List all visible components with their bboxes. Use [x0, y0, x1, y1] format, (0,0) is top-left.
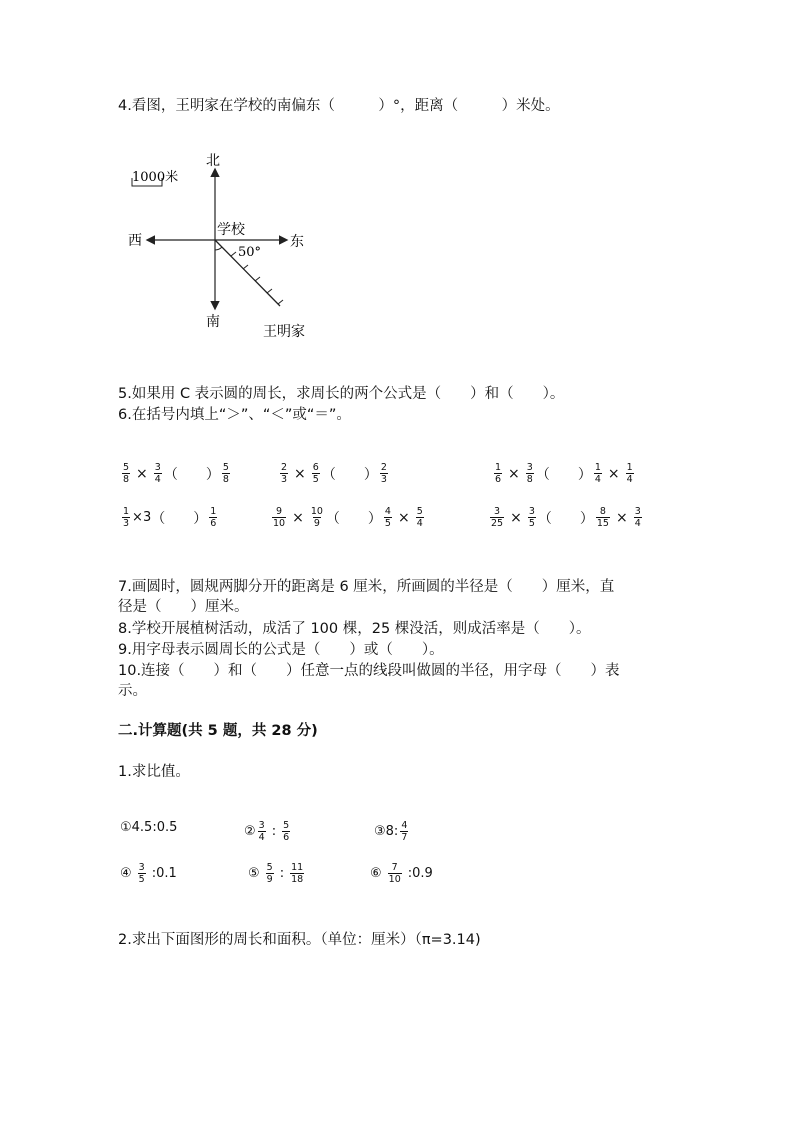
school-label: 学校: [217, 222, 245, 238]
answer-blank[interactable]: （ ）: [163, 466, 220, 483]
ratio-item-3: ③8: $\frac{4}{7}$: [374, 820, 408, 843]
question-10-line-2: 示。: [118, 683, 147, 699]
south-label: 南: [206, 314, 220, 330]
direction-figure: [120, 148, 330, 348]
ratio-item-6: ⑥ $\frac{7}{10}$ :0.9: [370, 862, 433, 885]
section-title: 二.计算题(共 5 题，共 28 分): [118, 723, 318, 739]
ratio-item-2: ② $\frac{3}{4}$ : $\frac{5}{6}$: [244, 820, 290, 843]
north-label: 北: [206, 153, 220, 169]
west-label: 西: [128, 233, 142, 249]
calc-2-title: 2.求出下面图形的周长和面积。（单位：厘米）（π=3.14): [118, 932, 481, 948]
ratio-item-1: ①4.5:0.5: [120, 820, 178, 835]
home-label: 王明家: [263, 324, 305, 340]
angle-label: 50°: [238, 245, 262, 260]
question-7-line-1: 7.画圆时，圆规两脚分开的距离是 6 厘米，所画圆的半径是（ ）厘米，直: [118, 579, 615, 595]
ratio-item-4: ④ $\frac{3}{5}$ :0.1: [120, 862, 177, 885]
question-8: 8.学校开展植树活动，成活了 100 棵，25 棵没活，则成活率是（ ）。: [118, 621, 591, 637]
question-5: 5.如果用 C 表示圆的周长，求周长的两个公式是（ ）和（ ）。: [118, 386, 565, 402]
question-6: 6.在括号内填上“＞”、“＜”或“＝”。: [118, 407, 351, 423]
question-9: 9.用字母表示圆周长的公式是（ ）或（ ）。: [118, 642, 444, 658]
question-4: 4.看图，王明家在学校的南偏东（ ）°，距离（ ）米处。: [118, 98, 560, 114]
compare-item-4: $\frac{1}{3}$ ×3 （ ） $\frac{1}{6}$: [123, 506, 217, 529]
question-10-line-1: 10.连接（ ）和（ ）任意一点的线段叫做圆的半径，用字母（ ）表: [118, 663, 620, 679]
east-label: 东: [290, 234, 304, 250]
scale-label: 1000米: [132, 170, 179, 185]
compare-item-2: $\frac{2}{3}$ × $\frac{6}{5}$ （ ） $\frac{2}{3}$: [281, 462, 387, 485]
compare-item-5: $\frac{9}{10}$ × $\frac{10}{9}$ （ ） $\frac{4}{5}$ × $\frac{5}{4}$: [273, 506, 423, 529]
answer-blank[interactable]: （ ）: [537, 510, 594, 527]
compare-item-3: $\frac{1}{6}$ × $\frac{3}{8}$ （ ） $\frac{1}{4}$ × $\frac{1}{4}$: [495, 462, 633, 485]
answer-blank[interactable]: （ ）: [325, 510, 382, 527]
calc-1-title: 1.求比值。: [118, 764, 190, 780]
answer-blank[interactable]: （ ）: [535, 466, 592, 483]
answer-blank[interactable]: （ ）: [321, 466, 378, 483]
ratio-item-5: ⑤ $\frac{5}{9}$ : $\frac{11}{18}$: [248, 862, 304, 885]
compare-item-6: $\frac{3}{25}$ × $\frac{3}{5}$ （ ） $\frac{8}{15}$ × $\frac{3}{4}$: [491, 506, 641, 529]
question-7-line-2: 径是（ ）厘米。: [118, 599, 249, 615]
answer-blank[interactable]: （ ）: [151, 510, 208, 527]
compare-item-1: $\frac{5}{8}$ × $\frac{3}{4}$ （ ） $\frac{5}{8}$: [123, 462, 229, 485]
angle-arc: [215, 247, 222, 250]
